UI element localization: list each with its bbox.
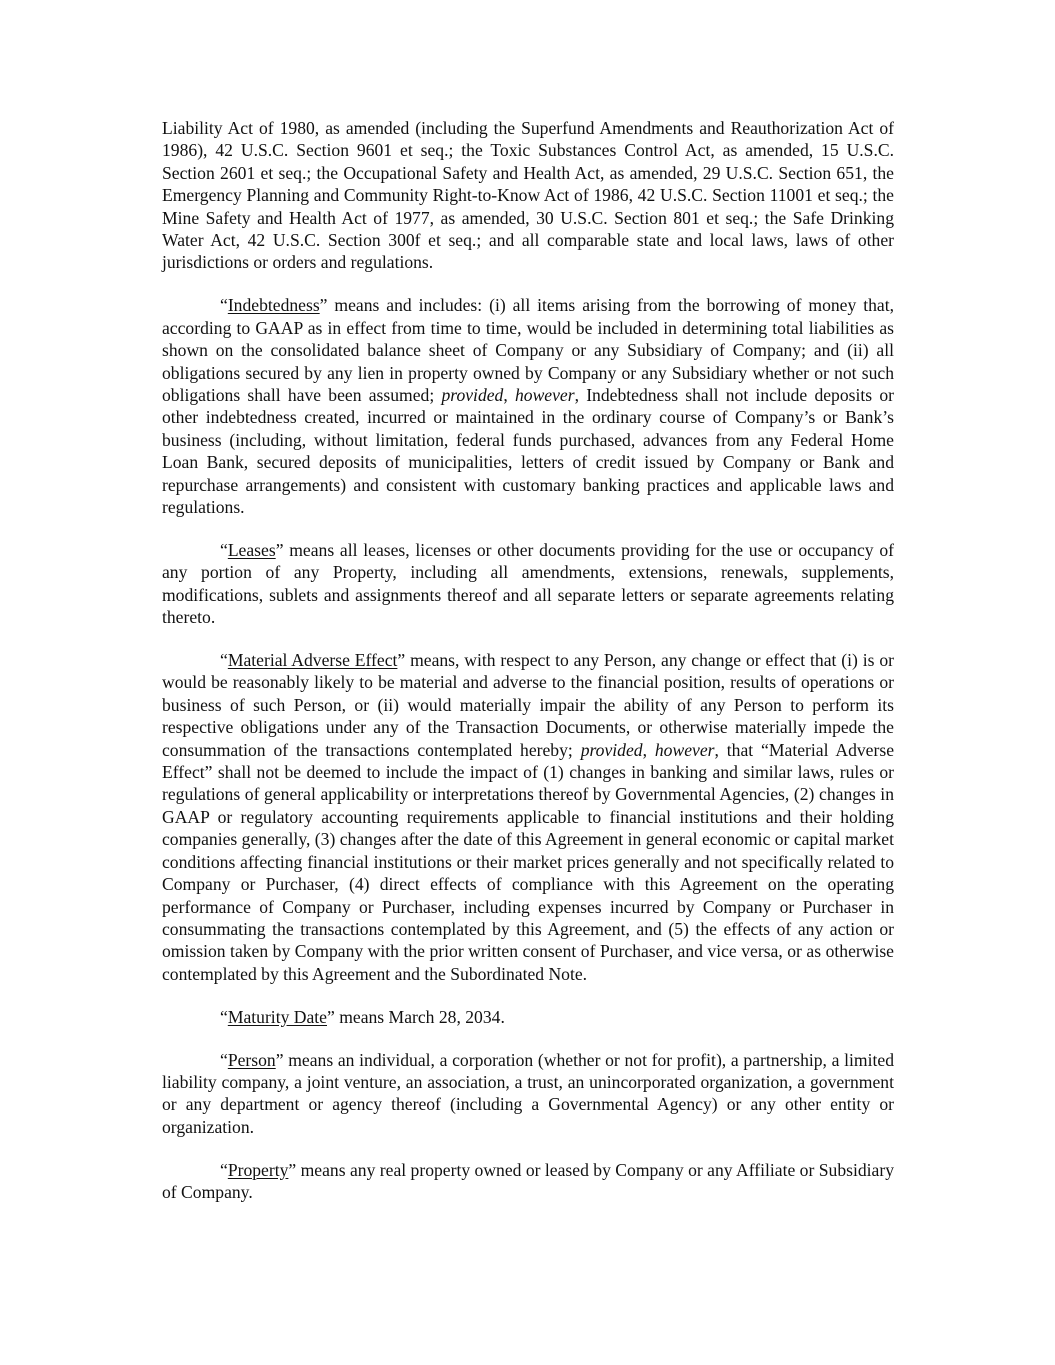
italic-however: however: [654, 739, 715, 760]
open-quote: “: [220, 1159, 228, 1180]
open-quote: “: [220, 1006, 228, 1027]
definition-text: ” means March 28, 2034.: [327, 1006, 505, 1027]
italic-however: however: [514, 384, 575, 405]
definition-person: [162, 1049, 894, 1139]
definition-text: , that “Material Adverse Effect” shall not be deemed to include the impact of (1) changes in banking and similar laws, rules or regulations of general applicability or interpretations thereof by Governmental Agencies, (2) changes in GAAP or regulatory accounting requirements applicable to financial institutions and their holding companies generally, (3) changes after the date of this Agreement in general economic or capital market conditions affecting financial institutions or their market prices generally and not specifically related to Company or Purchaser, (4) direct effects of compliance with this Agreement on the operating performance of Company or Purchaser, including expenses incurred by Company or Purchaser in consummating the transactions contemplated by this Agreement, and (5) the effects of any action or omission taken by Company with the prior written consent of Purchaser, and vice versa, or as otherwise contemplated by this Agreement and the Subordinated Note.: [162, 739, 895, 984]
definition-maturity-date: [162, 1006, 894, 1028]
definition-material-adverse-effect: [162, 649, 894, 985]
definition-leases: [162, 539, 894, 629]
definition-text: ” means an individual, a corporation (whether or not for profit), a partnership, a limited liability company, a joint venture, an association, a trust, an unincorporated organization, a government or any department or agency thereof (including a Governmental Agency) or any other entity or organization.: [162, 1049, 894, 1137]
italic-provided: provided: [580, 739, 643, 760]
definition-indebtedness: [162, 294, 894, 518]
definition-text: ” means all leases, licenses or other documents providing for the use or occupancy of any portion of any Property, including all amendments, extensions, renewals, supplements, modifications, sublets and assignments thereof and all separate letters or separate agreements relating thereto.: [162, 539, 894, 628]
open-quote: “: [220, 295, 228, 316]
separator: ,: [503, 384, 515, 405]
definition-text: ” means any real property owned or leased by Company or any Affiliate or Subsidiary of Company.: [162, 1159, 894, 1203]
defined-term-person: Person: [227, 1049, 276, 1070]
defined-term-leases: Leases: [227, 539, 276, 560]
definition-text: ” means and includes: (i) all items arising from the borrowing of money that, according to GAAP as in effect from time to time, would be included in determining total liabilities as shown on the consolidated balance sheet of Company or any Subsidiary of Company; and (ii) all obligations secured by any lien in property owned by Company or any Subsidiary whether or not such obligations shall have been assumed;: [162, 295, 894, 405]
defined-term-maturity-date: Maturity Date: [227, 1006, 327, 1027]
document-page: [162, 117, 894, 1224]
italic-provided: provided: [441, 384, 504, 405]
continuation-paragraph: Liability Act of 1980, as amended (including the Superfund Amendments and Reauthorization Act of 1986), 42 U.S.C. Section 9601 et seq.; the Toxic Substances Control Act, as amended, 15 U.S.C. Section 2601 et seq.; the Occupational Safety and Health Act, as amended, 29 U.S.C. Section 651, the Emergency Planning and Community Right-to-Know Act of 1986, 42 U.S.C. Section 11001 et seq.; the Mine Safety and Health Act of 1977, as amended, 30 U.S.C. Section 801 et seq.; the Safe Drinking Water Act, 42 U.S.C. Section 300f et seq.; and all comparable state and local laws, laws of other jurisdictions or orders and regulations.: [162, 118, 894, 273]
definition-text: , Indebtedness shall not include deposits or other indebtedness created, incurred or maintained in the ordinary course of Company’s or Bank’s business (including, without limitation, federal funds purchased, advances from any Federal Home Loan Bank, secured deposits of municipalities, letters of credit issued by Company or Bank and repurchase arrangements) and consistent with customary banking practices and applicable laws and regulations.: [162, 384, 894, 517]
definition-property: [162, 1159, 894, 1204]
definition-text: ” means, with respect to any Person, any change or effect that (i) is or would be reasonably likely to be material and adverse to the financial position, results of operations or business of such Person, or (ii) would materially impair the ability of any Person to perform its respective obligations under any of the Transaction Documents, or otherwise materially impede the consummation of the transactions contemplated hereby;: [162, 650, 894, 760]
separator: ,: [642, 739, 655, 760]
defined-term-indebtedness: Indebtedness: [227, 295, 320, 316]
defined-term-property: Property: [227, 1159, 289, 1180]
defined-term-material-adverse-effect: Material Adverse Effect: [227, 650, 398, 671]
open-quote: “: [220, 539, 228, 560]
open-quote: “: [220, 1049, 228, 1070]
open-quote: “: [220, 650, 228, 671]
